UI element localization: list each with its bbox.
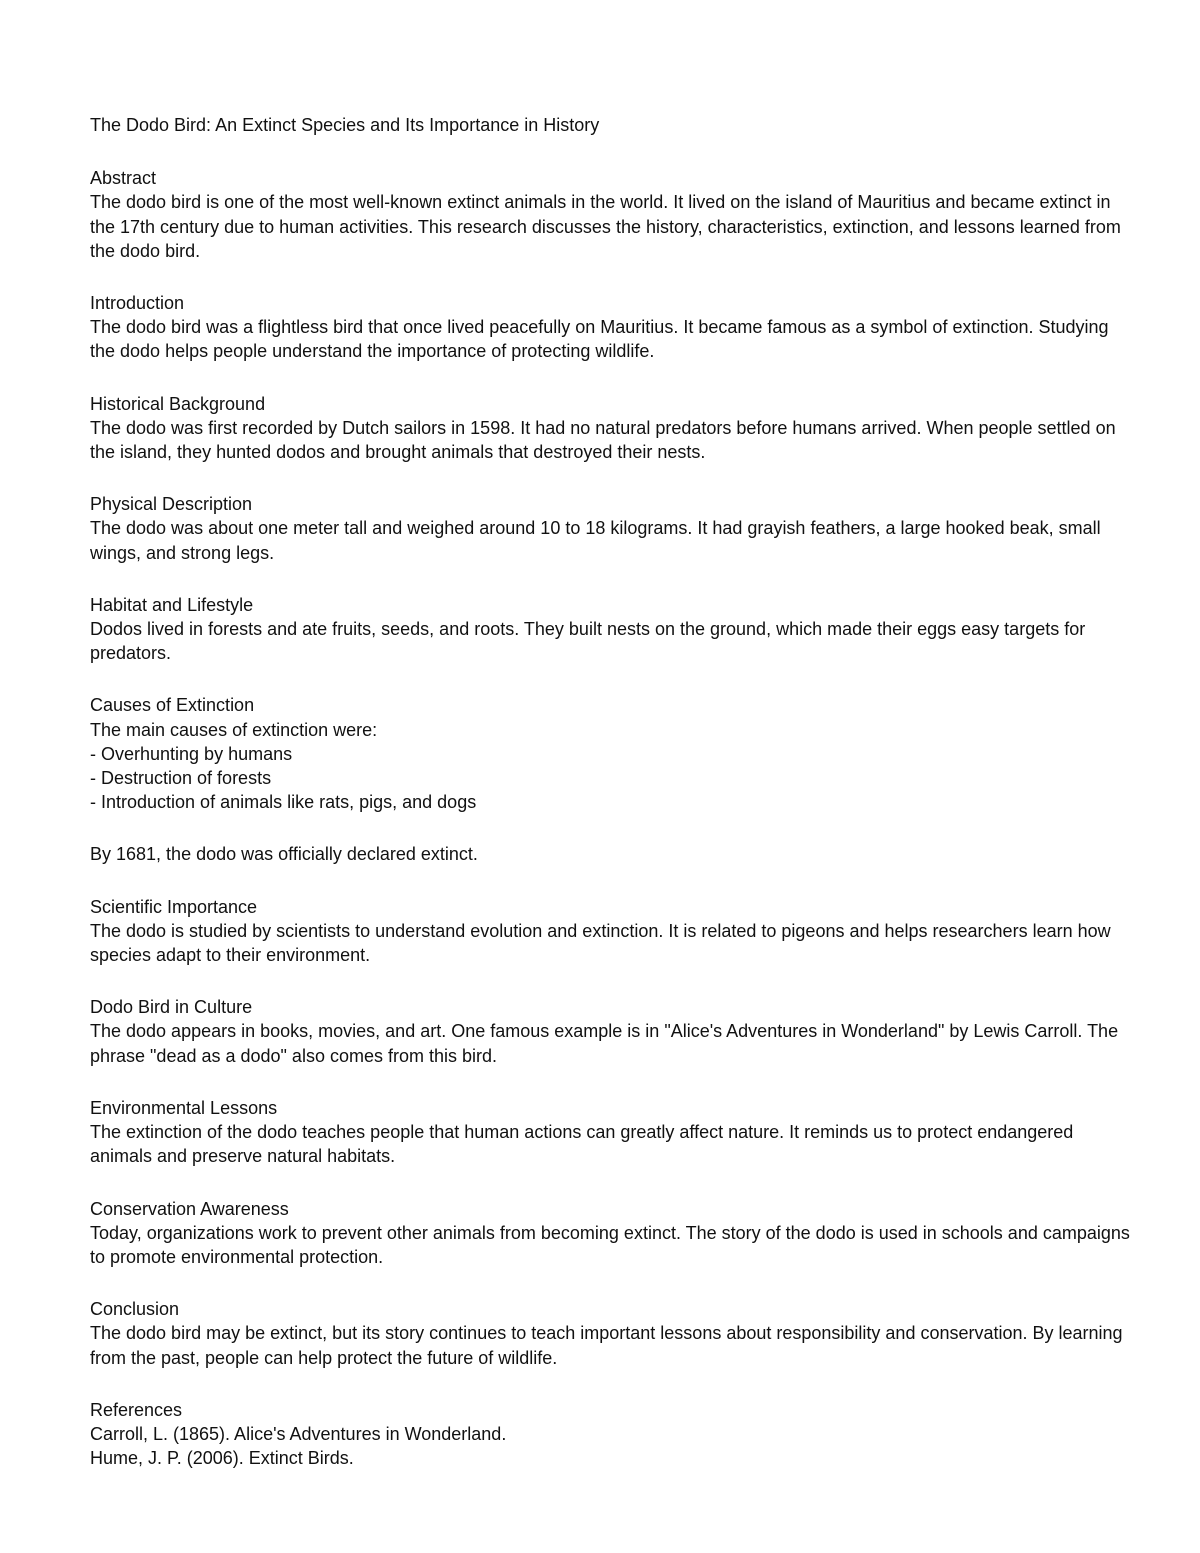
section-references [90, 1398, 1130, 1471]
section-body: The dodo bird was a flightless bird that once lived peacefully on Mauritius. It became famous as a symbol of extinction. Studying the dodo helps people understand the importance of protecting wildlife. [90, 317, 1109, 362]
list-item: - Introduction of animals like rats, pigs, and dogs [90, 790, 1130, 814]
list-item: - Destruction of forests [90, 766, 1130, 790]
section-heading: Causes of Extinction [90, 695, 255, 716]
section-physical-description [90, 492, 1130, 565]
section-introduction [90, 291, 1130, 364]
section-body: The dodo was first recorded by Dutch sailors in 1598. It had no natural predators before humans arrived. When people settled on the island, they hunted dodos and brought animals that destroyed their nests. [90, 417, 1116, 463]
section-heading: Environmental Lessons [90, 1097, 278, 1118]
extinction-date-statement: By 1681, the dodo was officially declared extinct. [90, 844, 478, 865]
causes-list [90, 742, 1130, 815]
document-title: The Dodo Bird: An Extinct Species and Its Importance in History [90, 115, 600, 135]
section-heading: Historical Background [90, 393, 266, 414]
list-item: - Overhunting by humans [90, 742, 1130, 766]
section-body: The dodo bird may be extinct, but its story continues to teach important lessons about responsibility and conservation. By learning from the past, people can help protect the future of wildlife. [90, 1323, 1123, 1368]
section-heading: Physical Description [90, 494, 253, 515]
section-historical-background [90, 392, 1130, 465]
section-body: The main causes of extinction were: [90, 719, 378, 740]
section-heading: Habitat and Lifestyle [90, 594, 254, 615]
section-environmental-lessons [90, 1096, 1130, 1169]
section-heading: References [90, 1399, 183, 1420]
section-heading: Introduction [90, 293, 185, 314]
section-heading: Conclusion [90, 1299, 180, 1320]
section-body: The dodo is studied by scientists to understand evolution and extinction. It is related to pigeons and helps researchers learn how species adapt to their environment. [90, 920, 1111, 966]
section-habitat [90, 593, 1130, 666]
reference-item: Hume, J. P. (2006). Extinct Birds. [90, 1448, 354, 1469]
section-body: Dodos lived in forests and ate fruits, seeds, and roots. They built nests on the ground, which made their eggs easy targets for predators. [90, 619, 1086, 664]
section-heading: Abstract [90, 168, 157, 189]
section-body: The dodo was about one meter tall and weighed around 10 to 18 kilograms. It had grayish feathers, a large hooked beak, small wings, and strong legs. [90, 518, 1101, 563]
section-causes [90, 693, 1130, 814]
reference-item: Carroll, L. (1865). Alice's Adventures in Wonderland. [90, 1423, 507, 1444]
section-culture [90, 995, 1130, 1068]
section-abstract [90, 166, 1130, 263]
document-page [90, 113, 1130, 1498]
section-heading: Scientific Importance [90, 896, 258, 917]
references-list [90, 1422, 1130, 1470]
section-scientific-importance [90, 895, 1130, 968]
section-conservation-awareness [90, 1197, 1130, 1270]
section-heading: Dodo Bird in Culture [90, 997, 253, 1018]
section-conclusion [90, 1297, 1130, 1370]
section-heading: Conservation Awareness [90, 1198, 289, 1219]
section-body: The extinction of the dodo teaches people that human actions can greatly affect nature. It reminds us to protect endangered animals and preserve natural habitats. [90, 1122, 1074, 1167]
section-body: The dodo bird is one of the most well-known extinct animals in the world. It lived on the island of Mauritius and became extinct in the 17th century due to human activities. This research discusses the history, characteristics, extinction, and lessons learned from the dodo bird. [90, 192, 1121, 261]
section-body: Today, organizations work to prevent other animals from becoming extinct. The story of the dodo is used in schools and campaigns to promote environmental protection. [90, 1222, 1130, 1267]
section-body: The dodo appears in books, movies, and art. One famous example is in "Alice's Adventures in Wonderland" by Lewis Carroll. The phrase "dead as a dodo" also comes from this bird. [90, 1021, 1119, 1066]
